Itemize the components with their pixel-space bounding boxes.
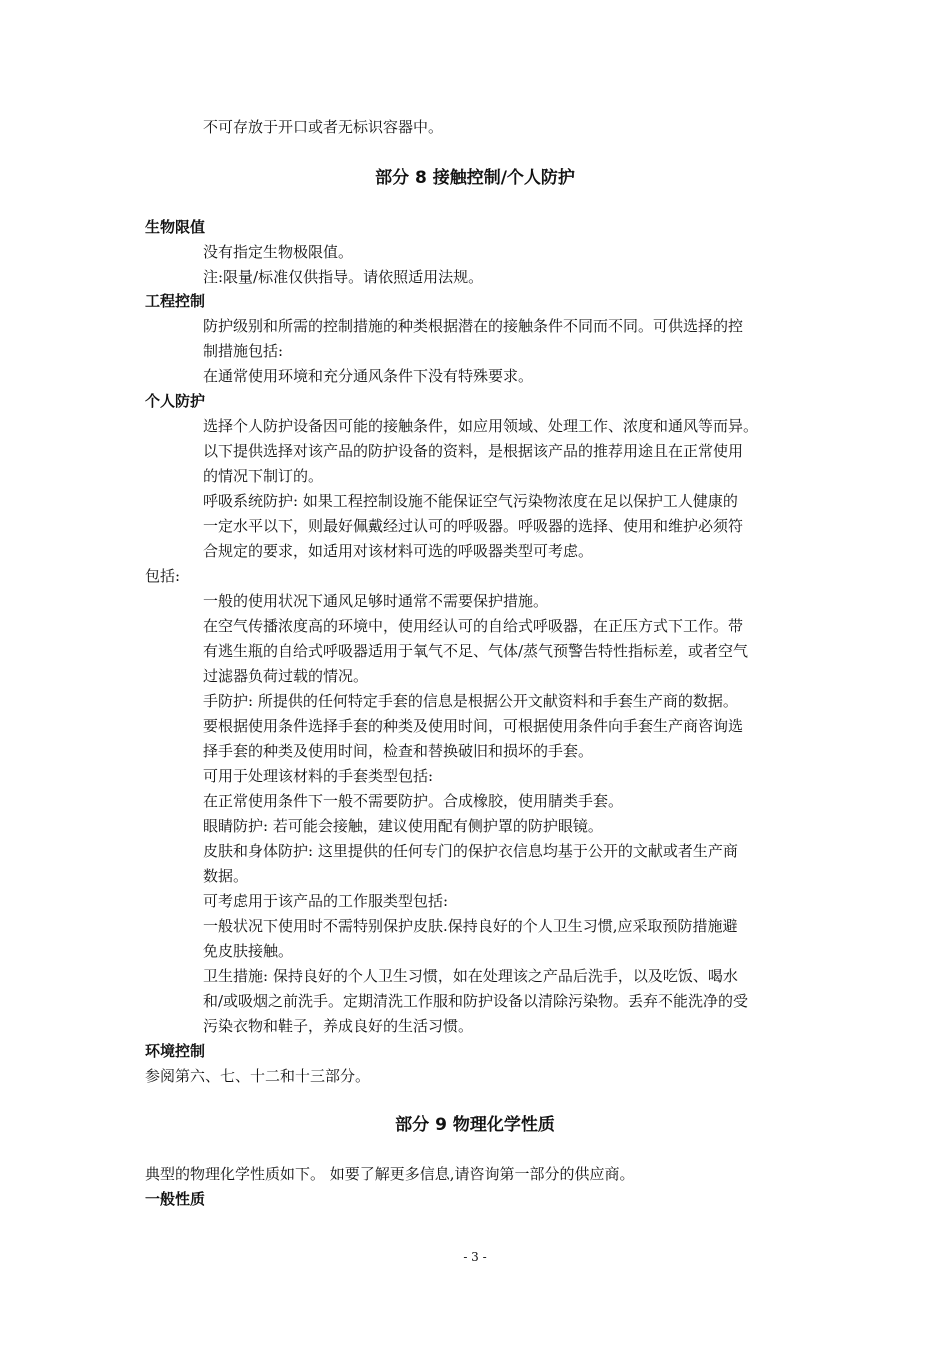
includes-line: 一般状况下使用时不需特别保护皮肤.保持良好的个人卫生习惯,应采取预防措施避	[203, 917, 738, 935]
bio-limits-line: 注:限量/标准仅供指导。请依照适用法规。	[203, 268, 484, 286]
includes-line: 一般的使用状况下通风足够时通常不需要保护措施。	[203, 592, 549, 610]
includes-line: 卫生措施: 保持良好的个人卫生习惯，如在处理该之产品后洗手，以及吃饭、喝水	[203, 967, 738, 985]
section-9-intro: 典型的物理化学性质如下。 如要了解更多信息,请咨询第一部分的供应商。	[145, 1165, 635, 1183]
includes-line: 可用于处理该材料的手套类型包括:	[203, 767, 434, 785]
includes-line: 和/或吸烟之前洗手。定期清洗工作服和防护设备以清除污染物。丢弃不能洗净的受	[203, 992, 749, 1010]
page-number: - 3 -	[463, 1250, 487, 1264]
personal-protection-line: 的情况下制订的。	[203, 467, 324, 485]
environment-text: 参阅第六、七、十二和十三部分。	[145, 1067, 371, 1085]
engineering-heading: 工程控制	[145, 292, 206, 310]
includes-line: 数据。	[203, 867, 249, 885]
includes-line: 皮肤和身体防护: 这里提供的任何专门的保护衣信息均基于公开的文献或者生产商	[203, 842, 738, 860]
includes-line: 免皮肤接触。	[203, 942, 294, 960]
includes-line: 污染衣物和鞋子，养成良好的生活习惯。	[203, 1017, 474, 1035]
engineering-line: 防护级别和所需的控制措施的种类根据潜在的接触条件不同而不同。可供选择的控	[203, 317, 744, 335]
personal-protection-heading: 个人防护	[145, 392, 206, 410]
bio-limits-line: 没有指定生物极限值。	[203, 243, 354, 261]
environment-heading: 环境控制	[145, 1042, 206, 1060]
includes-line: 在正常使用条件下一般不需要防护。合成橡胶，使用腈类手套。	[203, 792, 624, 810]
personal-protection-line: 以下提供选择对该产品的防护设备的资料，是根据该产品的推荐用途且在正常使用	[203, 442, 744, 460]
personal-protection-line: 合规定的要求，如适用对该材料可选的呼吸器类型可考虑。	[203, 542, 594, 560]
includes-line: 手防护: 所提供的任何特定手套的信息是根据公开文献资料和手套生产商的数据。	[203, 692, 738, 710]
bio-limits-heading: 生物限值	[145, 218, 206, 236]
includes-line: 有逃生瓶的自给式呼吸器适用于氧气不足、气体/蒸气预警告特性指标差，或者空气	[203, 642, 749, 660]
includes-label: 包括:	[145, 567, 181, 585]
engineering-line: 在通常使用环境和充分通风条件下没有特殊要求。	[203, 367, 534, 385]
personal-protection-line: 一定水平以下，则最好佩戴经过认可的呼吸器。呼吸器的选择、使用和维护必须符	[203, 517, 744, 535]
section-8-title: 部分 8 接触控制/个人防护	[375, 168, 575, 188]
includes-line: 择手套的种类及使用时间，检查和替换破旧和损坏的手套。	[203, 742, 594, 760]
includes-line: 眼睛防护: 若可能会接触，建议使用配有侧护罩的防护眼镜。	[203, 817, 603, 835]
general-properties-heading: 一般性质	[145, 1190, 206, 1208]
includes-line: 要根据使用条件选择手套的种类及使用时间，可根据使用条件向手套生产商咨询选	[203, 717, 744, 735]
includes-line: 可考虑用于该产品的工作服类型包括:	[203, 892, 449, 910]
personal-protection-line: 呼吸系统防护: 如果工程控制设施不能保证空气污染物浓度在足以保护工人健康的	[203, 492, 738, 510]
intro-line: 不可存放于开口或者无标识容器中。	[203, 118, 444, 136]
includes-line: 过滤器负荷过载的情况。	[203, 667, 369, 685]
engineering-line: 制措施包括:	[203, 342, 284, 360]
section-9-title: 部分 9 物理化学性质	[395, 1115, 555, 1135]
includes-line: 在空气传播浓度高的环境中，使用经认可的自给式呼吸器，在正压方式下工作。带	[203, 617, 744, 635]
personal-protection-line: 选择个人防护设备因可能的接触条件，如应用领域、处理工作、浓度和通风等而异。	[203, 417, 759, 435]
